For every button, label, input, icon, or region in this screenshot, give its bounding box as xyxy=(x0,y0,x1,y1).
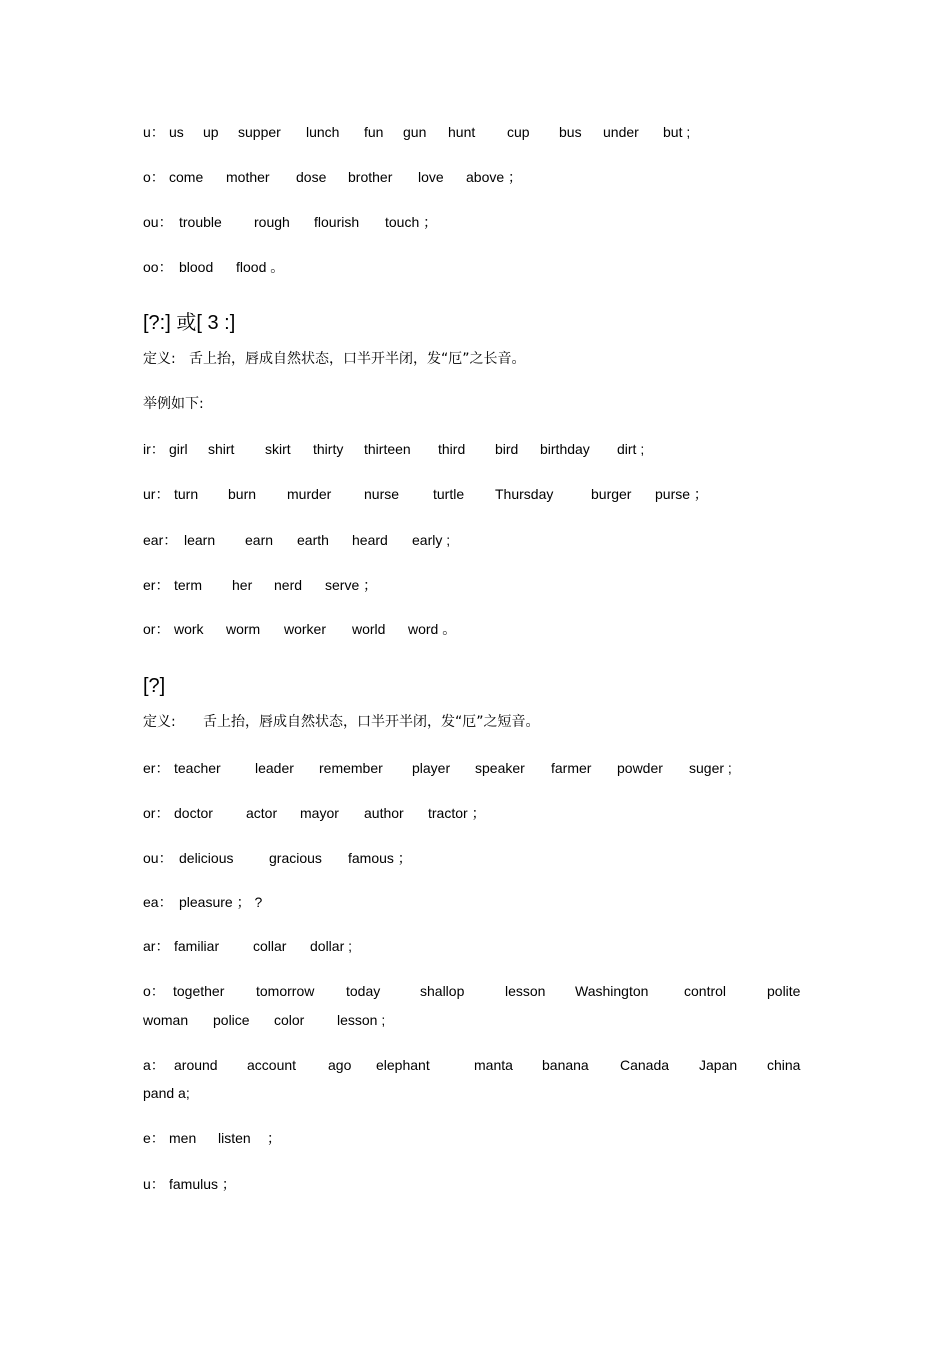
example-word: supper xyxy=(238,124,281,140)
example-word: doctor xyxy=(174,805,213,821)
example-word: earth xyxy=(297,532,329,548)
example-word: learn xyxy=(184,532,216,548)
example-word: gun xyxy=(403,124,427,140)
phoneme-heading: [?:] 或[ 3 :] xyxy=(143,312,236,334)
example-word: early ; xyxy=(412,532,451,548)
example-word: girl xyxy=(169,441,188,457)
example-word: men xyxy=(169,1130,197,1146)
definition-label: 定义: xyxy=(143,351,176,367)
example-word: up xyxy=(203,124,219,140)
example-word: burn xyxy=(228,486,257,502)
example-word: shirt xyxy=(208,441,235,457)
row-label: oo： xyxy=(143,259,173,275)
example-word: trouble xyxy=(179,214,222,230)
example-word: lesson ; xyxy=(337,1012,386,1028)
row-label: u： xyxy=(143,124,165,140)
example-word: word 。 xyxy=(408,621,457,637)
example-word: listen xyxy=(218,1130,251,1146)
example-word: thirteen xyxy=(364,441,411,457)
example-word: come xyxy=(169,169,204,185)
example-word: her xyxy=(232,577,253,593)
example-word: third xyxy=(438,441,466,457)
example-word: mayor xyxy=(300,805,339,821)
example-word: cup xyxy=(507,124,530,140)
example-word: love xyxy=(418,169,444,185)
example-word: account xyxy=(247,1057,297,1073)
example-word: lunch xyxy=(306,124,340,140)
example-word: birthday xyxy=(540,441,590,457)
example-word: dirt ; xyxy=(617,441,645,457)
examples-label: 举例如下: xyxy=(143,396,204,412)
example-word: powder xyxy=(617,760,663,776)
row-label: e： xyxy=(143,1130,165,1146)
example-word: earn xyxy=(245,532,274,548)
example-word: collar xyxy=(253,938,287,954)
example-word: nurse xyxy=(364,486,400,502)
example-word: speaker xyxy=(475,760,525,776)
example-word: gracious xyxy=(269,850,322,866)
example-word: elephant xyxy=(376,1057,430,1073)
example-word: bus xyxy=(559,124,582,140)
example-word: work xyxy=(174,621,204,637)
example-word: player xyxy=(412,760,451,776)
example-word: Thursday xyxy=(495,486,554,502)
example-word: remember xyxy=(319,760,383,776)
example-word: teacher xyxy=(174,760,221,776)
row-label: ur： xyxy=(143,486,170,502)
example-word: ago xyxy=(328,1057,352,1073)
example-word: manta xyxy=(474,1057,513,1073)
row-label: a： xyxy=(143,1057,165,1073)
example-word: delicious xyxy=(179,850,234,866)
example-word: polite xyxy=(767,983,801,999)
row-label: er： xyxy=(143,760,170,776)
example-word: famous ； xyxy=(348,850,412,866)
example-word: dose xyxy=(296,169,327,185)
example-word: tomorrow xyxy=(256,983,315,999)
example-word: lesson xyxy=(505,983,546,999)
row-label: er： xyxy=(143,577,170,593)
definition-text: 舌上抬，唇成自然状态，口半开半闭，发“厄”之长音。 xyxy=(189,351,526,367)
example-word: worker xyxy=(284,621,327,637)
example-word: china xyxy=(767,1057,801,1073)
example-word: famulus ； xyxy=(169,1176,236,1192)
example-word: flood 。 xyxy=(236,259,285,275)
example-word: nerd xyxy=(274,577,303,593)
example-word: police xyxy=(213,1012,250,1028)
row-label: o： xyxy=(143,983,165,999)
example-word: worm xyxy=(226,621,261,637)
row-label: ir： xyxy=(143,441,165,457)
example-word: us xyxy=(169,124,184,140)
example-word: suger ; xyxy=(689,760,732,776)
row-label: u： xyxy=(143,1176,165,1192)
row-label: ea： xyxy=(143,894,173,910)
example-word: dollar ; xyxy=(310,938,353,954)
example-word: serve ； xyxy=(325,577,378,593)
example-word: turtle xyxy=(433,486,465,502)
example-word: but ; xyxy=(663,124,691,140)
example-word: tractor ； xyxy=(428,805,486,821)
example-word: farmer xyxy=(551,760,592,776)
example-word: together xyxy=(173,983,225,999)
example-word: woman xyxy=(143,1012,189,1028)
example-word: around xyxy=(174,1057,218,1073)
row-label: ear： xyxy=(143,532,178,548)
example-word: touch ； xyxy=(385,214,438,230)
example-word: rough xyxy=(254,214,290,230)
row-label: ar： xyxy=(143,938,170,954)
example-word: shallop xyxy=(420,983,465,999)
example-word: burger xyxy=(591,486,632,502)
example-word: under xyxy=(603,124,639,140)
example-word: Japan xyxy=(699,1057,738,1073)
example-word: flourish xyxy=(314,214,360,230)
row-label: ou： xyxy=(143,214,173,230)
example-word: Washington xyxy=(575,983,649,999)
example-word: blood xyxy=(179,259,214,275)
row-label: or： xyxy=(143,805,170,821)
example-word: purse ； xyxy=(655,486,708,502)
example-word: murder xyxy=(287,486,332,502)
example-word: bird xyxy=(495,441,519,457)
example-word: hunt xyxy=(448,124,476,140)
example-word: skirt xyxy=(265,441,291,457)
example-word: leader xyxy=(255,760,294,776)
example-word: familiar xyxy=(174,938,220,954)
row-label: o： xyxy=(143,169,165,185)
example-word: world xyxy=(352,621,386,637)
example-word: pleasure ； ? xyxy=(179,894,263,910)
example-word: actor xyxy=(246,805,278,821)
example-word: heard xyxy=(352,532,388,548)
example-word: today xyxy=(346,983,381,999)
phoneme-heading: [?] xyxy=(143,675,166,697)
example-word: above ； xyxy=(466,169,523,185)
row-label: ou： xyxy=(143,850,173,866)
example-word: term xyxy=(174,577,202,593)
example-word: ； xyxy=(267,1130,281,1146)
example-word: pand a; xyxy=(143,1085,190,1101)
example-word: color xyxy=(274,1012,305,1028)
example-word: brother xyxy=(348,169,393,185)
example-word: thirty xyxy=(313,441,344,457)
example-word: mother xyxy=(226,169,270,185)
example-word: Canada xyxy=(620,1057,670,1073)
example-word: banana xyxy=(542,1057,589,1073)
example-word: fun xyxy=(364,124,384,140)
row-label: or： xyxy=(143,621,170,637)
example-word: control xyxy=(684,983,727,999)
example-word: turn xyxy=(174,486,199,502)
definition-text: 舌上抬，唇成自然状态，口半开半闭，发“厄”之短音。 xyxy=(203,714,540,730)
example-word: author xyxy=(364,805,404,821)
definition-label: 定义: xyxy=(143,714,176,730)
